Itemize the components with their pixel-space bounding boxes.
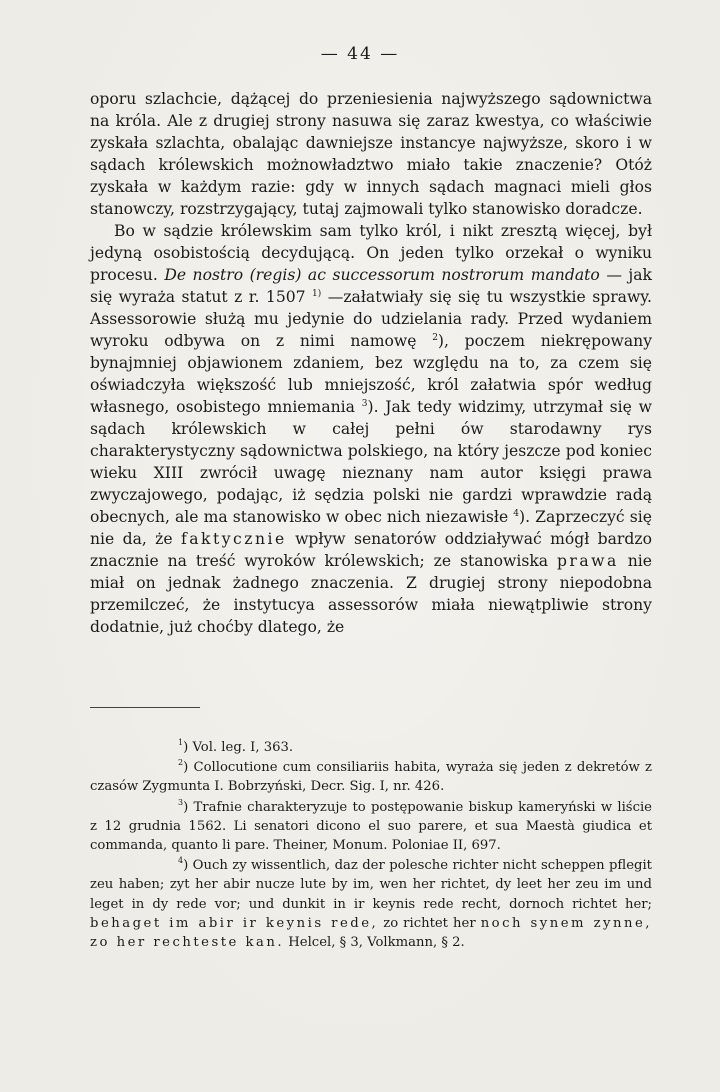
paragraph-2: Bo w sądzie królewskim sam tylko król, i nikt zresztą więcej, był jedyną osobistością decydującą. On jeden tylko orzekał o wyniku procesu. De nostro (regis) ac successorum nostrorum mandato — jak się wyraża statut z r. 1507 $^{1)}$ —załatwiały się się tu wszystkie sprawy. Assessorowie służą mu jedynie do udzielania rady. Przed wydaniem wyroku odbywa on z nimi namowę $^2$), poczem niekrępowany bynajmniej objawionem zdaniem, bez względu na to, za czem się oświadczyła większość lub mniejszość, król załatwia spór według własnego, osobistego mniemania $^3$). Jak tedy widzimy, utrzymał się w sądach królewskich w całej pełni ów starodawny rys charakterystyczny sądownictwa polskiego, na który jeszcze pod koniec wieku XIII zwrócił uwagę nieznany nam autor księgi prawa zwyczajowego, podając, iż sędzia polski nie gardzi wprawdzie radą obecnych, ale ma stanowisko w obec nich niezawisłe $^4$). Zaprzeczyć się nie da, że faktycznie wpływ senatorów oddziaływać mógł bardzo znacznie na treść wyroków królewskich; ze stanowiska prawa nie miał on jednak żadnego znaczenia. Z drugiej strony niepodobna przemilczeć, że instytucya assessorów miała niewątpliwie strony dodatnie, już choćby dlatego, że [90,222,653,636]
spaced-word-faktycznie: faktycznie [180,530,287,548]
latin-quote: De nostro (regis) ac successorum nostrorum mandato [164,266,600,284]
footnote-ref-3: 3 [361,399,368,409]
footnote-ref-1: 1) [312,289,322,299]
paragraph-1: oporu szlachcie, dążącej do przeniesienia najwyższego sądownictwa na króla. Ale z drugiej strony nasuwa się zaraz kwestya, co właściwie zyskała szlachta, obalając dawniejsze instancye najwyższe, skoro i w sądach królewskich możnowładztwo miało takie znaczenie? Otóż zyskała w każdym razie: gdy w innych sądach magnaci mieli głos stanowczy, rozstrzygający, tutaj zajmowali tylko stanowisko doradcze. [90,90,652,218]
footnote-ref-4: 4 [513,509,520,519]
footnote-2: $^2$) Collocutione cum consiliariis habita, wyraża się jeden z dekretów z czasów Zygmunta I. Bobrzyński, Decr. Sig. I, nr. 426. [90,758,652,795]
footnotes [90,738,652,953]
footnote-1: $^1$) Vol. leg. I, 363. [178,738,294,755]
footnote-4: $^4$) Ouch zy wissentlich, daz der polesche richter nicht scheppen pflegit zeu haben; zyt her abir nucze lute by im, wen her richtet, dy leet her zeu im und leget in dy rede vor; und dunkit in ir keynis rede recht, dornoch richtet her; behaget im abir ir keynis rede, zo richtet her noch synem zynne, zo her rechteste kan. Helcel, § 3, Volkmann, § 2. [90,856,652,951]
spaced-word-prawa: prawa [556,552,619,570]
footnote-ref-2: 2 [432,333,438,343]
footnote-divider [90,707,200,708]
footnote-3: $^3$) Trafnie charakteryzuje to postępowanie biskup kameryński w liście z 12 grudnia 1562. Li senatori dicono el suo parere, et sua Maestà giudica et commanda, quanto li pare. Theiner, Monum. Poloniae II, 697. [90,797,652,854]
main-text [90,88,652,638]
page-number: — 44 — [320,44,400,64]
